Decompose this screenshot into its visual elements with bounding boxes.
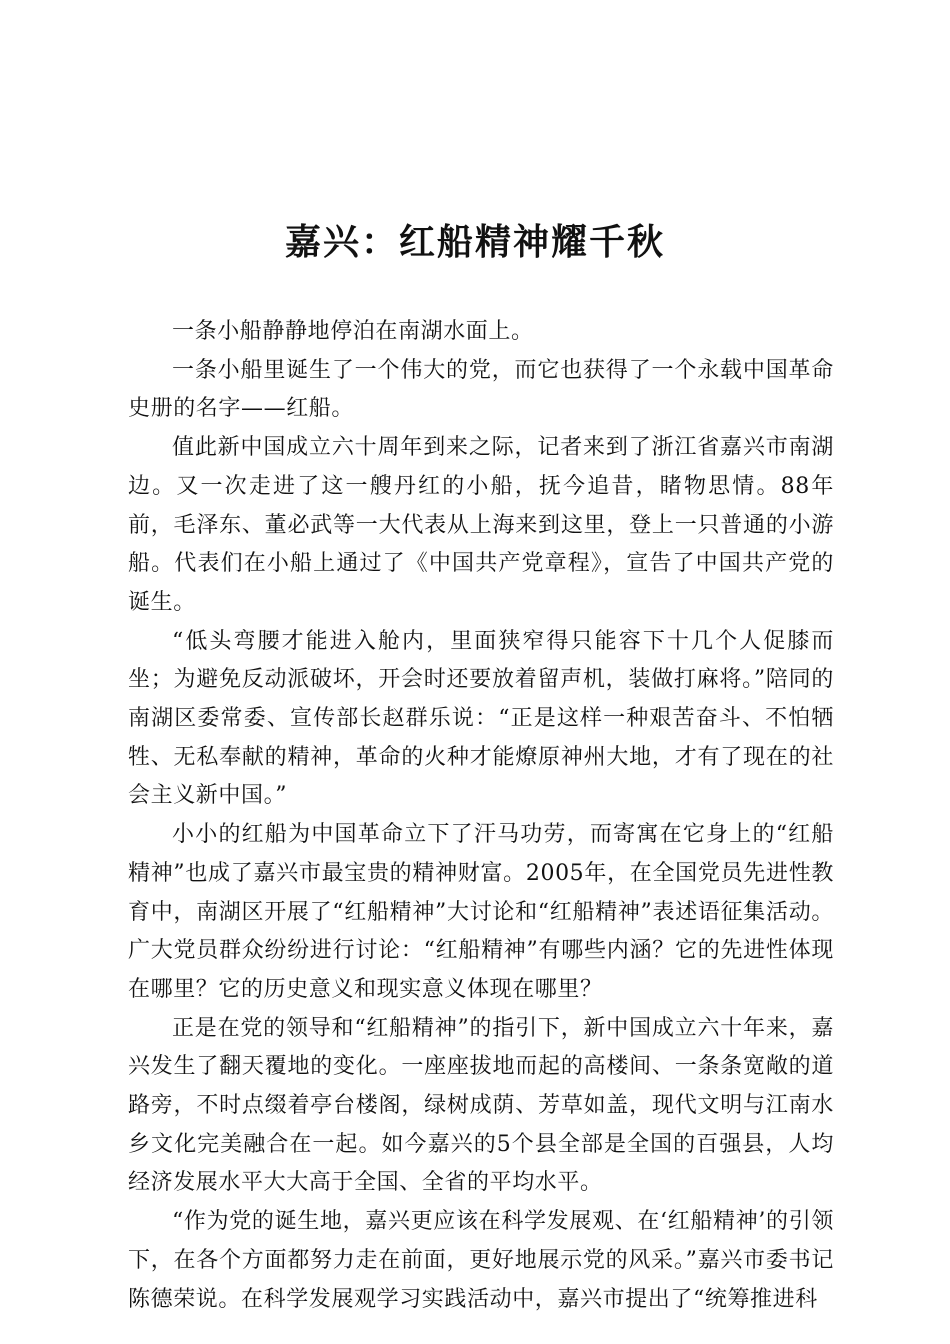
- paragraph: 一条小船静静地停泊在南湖水面上。: [172, 319, 534, 344]
- article-title: 嘉兴：红船精神耀千秋: [284, 221, 665, 263]
- paragraph: “作为党的诞生地，嘉兴更应该在科学发展观、在‘红船精神’的引领下，在各个方面都努力走在前面，更好地展示党的风采。”嘉兴市委书记陈德荣说。在科学发展观学习实践活动中，嘉兴市提出了“统筹推进科: [128, 1209, 834, 1312]
- paragraph: “低头弯腰才能进入舱内，里面狭窄得只能容下十几个人促膝而坐；为避免反动派破坏，开会时还要放着留声机，装做打麻将。”陪同的南湖区委常委、宣传部长赵群乐说：“正是这样一种艰苦奋斗、不怕牺牲、无私奉献的精神，革命的火种才能燎原神州大地，才有了现在的社会主义新中国。”: [128, 628, 834, 809]
- paragraph: 值此新中国成立六十周年到来之际，记者来到了浙江省嘉兴市南湖边。又一次走进了这一艘丹红的小船，抚今追昔，睹物思情。88年前，毛泽东、董必武等一大代表从上海来到这里，登上一只普通的小游船。代表们在小船上通过了《中国共产党章程》，宣告了中国共产党的诞生。: [128, 435, 834, 615]
- paragraph: 小小的红船为中国革命立下了汗马功劳，而寄寓在它身上的“红船精神”也成了嘉兴市最宝贵的精神财富。2005年，在全国党员先进性教育中，南湖区开展了“红船精神”大讨论和“红船精神”表述语征集活动。广大党员群众纷纷进行讨论：“红船精神”有哪些内涵？它的先进性体现在哪里？它的历史意义和现实意义体现在哪里？: [128, 822, 834, 1002]
- paragraph: 一条小船里诞生了一个伟大的党，而它也获得了一个永载中国革命史册的名字——红船。: [128, 357, 834, 422]
- article-body: [128, 313, 834, 1319]
- paragraph: 正是在党的领导和“红船精神”的指引下，新中国成立六十年来，嘉兴发生了翻天覆地的变化。一座座拔地而起的高楼间、一条条宽敞的道路旁，不时点缀着亭台楼阁，绿树成荫、芳草如盖，现代文明与江南水乡文化完美融合在一起。如今嘉兴的5个县全部是全国的百强县，人均经济发展水平大大高于全国、全省的平均水平。: [128, 1015, 834, 1196]
